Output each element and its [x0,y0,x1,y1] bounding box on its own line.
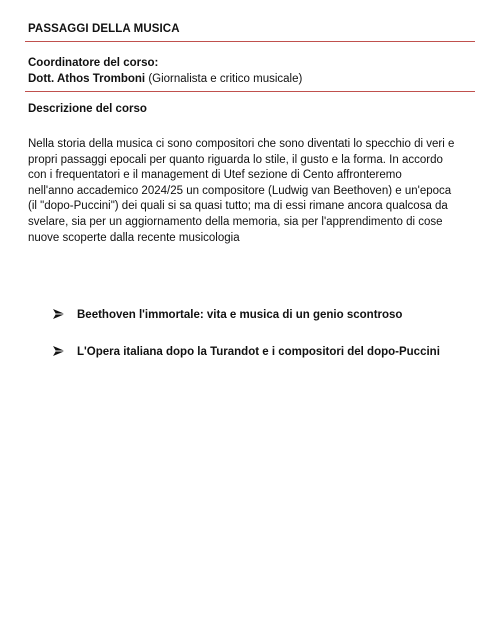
coordinator-name: Dott. Athos Tromboni [28,73,146,85]
description-line: con i frequentatori e il management di Utef sezione di Cento affronteremo [28,169,402,182]
description-body [28,137,476,246]
description-line: nell'anno accademico 2024/25 un compositore (Ludwig van Beethoven) e un'epoca [28,184,452,197]
description-line: (il "dopo-Puccini") dei quali si sa quasi tutto; ma di essi rimane ancora qualcosa da [28,200,448,213]
module-item [53,346,440,358]
divider [25,41,475,42]
course-title: PASSAGGI DELLA MUSICA [28,23,180,35]
description-line: nuove scoperte dalla recente musicologia [28,231,240,244]
description-line: svelare, sia per un aggiornamento della memoria, sia per l'apprendimento di cose [28,215,443,228]
divider [25,91,475,92]
description-line: propri passaggi epocali per quanto riguarda lo stile, il gusto e la forma. In accordo [28,153,443,166]
coordinator-line [28,73,302,85]
description-label: Descrizione del corso [28,103,147,115]
module-label: L'Opera italiana dopo la Turandot e i compositori del dopo-Puccini [77,346,440,358]
arrow-bullet-icon [53,309,65,319]
arrow-bullet-icon [53,346,65,356]
description-line: Nella storia della musica ci sono compositori che sono diventati lo specchio di veri e [28,138,455,150]
module-label: Beethoven l'immortale: vita e musica di un genio scontroso [77,309,403,321]
module-item [53,309,402,321]
coordinator-role: (Giornalista e critico musicale) [145,73,303,85]
coordinator-label: Coordinatore del corso: [28,57,159,69]
